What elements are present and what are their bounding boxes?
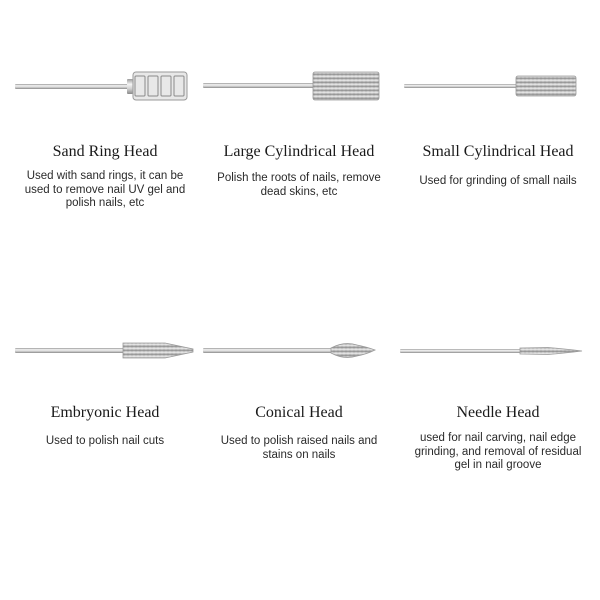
product-title: Sand Ring Head xyxy=(52,143,158,160)
product-description: Used to polish nail cuts xyxy=(45,435,165,447)
product-description: Polish the roots of nails, remove dead skins, etc xyxy=(217,172,381,198)
product-title: Conical Head xyxy=(255,404,343,421)
small-cylinder-bit-icon xyxy=(398,67,598,107)
large-cylinder-bit-icon xyxy=(199,67,399,107)
product-description: Used with sand rings, it can be used to remove nail UV gel and polish nails, etc xyxy=(24,170,186,209)
product-title: Needle Head xyxy=(456,404,540,421)
product-description: Used for grinding of small nails xyxy=(419,175,577,187)
product-title: Large Cylindrical Head xyxy=(223,143,375,160)
product-title: Embryonic Head xyxy=(50,404,160,421)
needle-bit-icon xyxy=(398,332,598,372)
product-description: Used to polish raised nails and stains on nails xyxy=(220,435,378,461)
sand-ring-bit-icon xyxy=(5,66,205,106)
embryonic-bit-icon xyxy=(5,331,205,371)
conical-bit-icon xyxy=(199,332,399,372)
product-title: Small Cylindrical Head xyxy=(422,143,574,160)
product-description: used for nail carving, nail edge grinding, and removal of residual gel in nail groove xyxy=(414,432,582,471)
